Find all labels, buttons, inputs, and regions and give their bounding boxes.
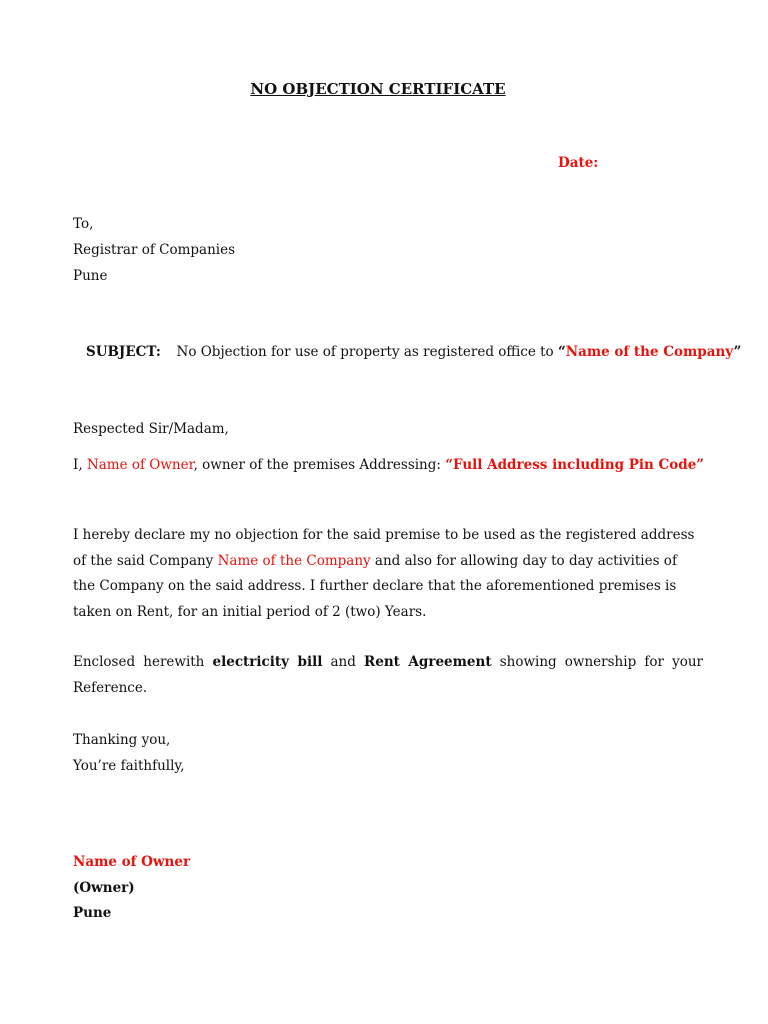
subject-close-quote: ”	[733, 344, 742, 360]
signature-role: (Owner)	[73, 880, 135, 896]
declaration-company-name: Name of the Company	[217, 552, 371, 569]
enclosure-and: and	[322, 654, 365, 670]
subject-open-quote: “	[557, 344, 566, 360]
enclosure-part1: Enclosed herewith	[73, 654, 213, 670]
subject-line	[86, 344, 741, 360]
intro-line	[73, 457, 704, 473]
subject-label: SUBJECT:	[86, 344, 161, 360]
enclosure-item-rent-agreement: Rent Agreement	[364, 654, 492, 670]
date-label: Date:	[558, 155, 599, 171]
declaration-paragraph	[73, 523, 703, 625]
document-title: NO OBJECTION CERTIFICATE	[250, 80, 506, 98]
intro-owner-name: Name of Owner	[86, 457, 194, 473]
signature-owner-name: Name of Owner	[73, 854, 191, 870]
salutation: Respected Sir/Madam,	[73, 421, 229, 437]
closing-faithfully: You’re faithfully,	[73, 758, 185, 774]
address-to: To,	[73, 216, 94, 232]
address-recipient: Registrar of Companies	[73, 242, 236, 258]
enclosure-item-electricity-bill: electricity bill	[212, 654, 323, 670]
enclosure-paragraph	[73, 650, 703, 701]
intro-middle: , owner of the premises Addressing:	[193, 457, 446, 473]
declaration-part1: I hereby declare my no objection for the said premise to be used as the registered address of the said Company	[73, 527, 695, 569]
intro-prefix: I,	[73, 457, 87, 473]
signature-city: Pune	[73, 905, 112, 921]
intro-full-address: “Full Address including Pin Code”	[445, 457, 705, 473]
subject-text: No Objection for use of property as registered office to	[176, 344, 558, 360]
closing-thanks: Thanking you,	[73, 732, 171, 748]
enclosure-part2: showing ownership for your Reference.	[73, 654, 703, 696]
subject-company-name: Name of the Company	[565, 344, 734, 360]
declaration-part2: and also for allowing day to day activities of the Company on the said address. I further declare that the aforementioned premises is taken on Rent, for an initial period of 2 (two) Years.	[73, 552, 677, 620]
address-city: Pune	[73, 268, 108, 284]
